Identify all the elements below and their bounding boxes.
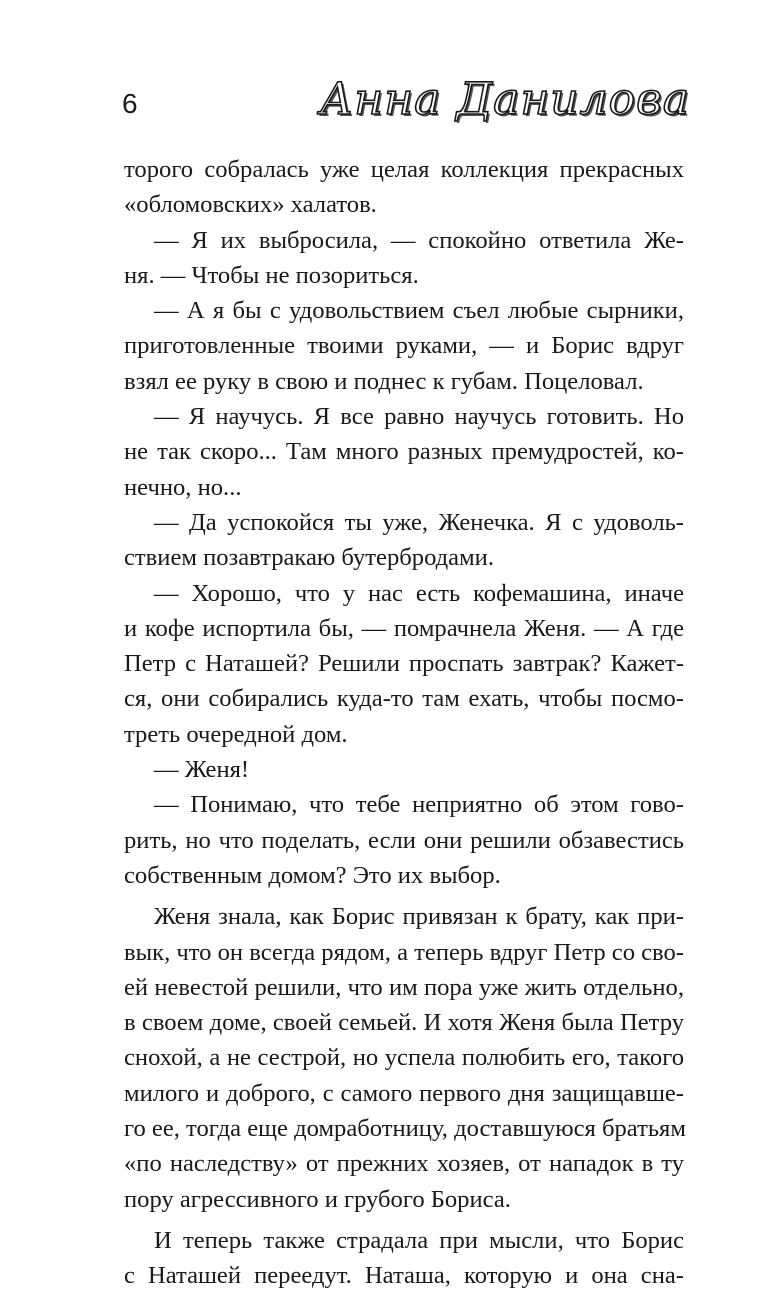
text-line: в своем доме, своей семьей. И хотя Женя была Петру [124, 1009, 684, 1037]
text-line: И теперь также страдала при мысли, что Борис [154, 1226, 684, 1254]
text-line: торого собралась уже целая коллекция прекрасных [124, 156, 684, 183]
text-line: нечно, но... [124, 473, 242, 501]
text-line: милого и доброго, с самого первого дня защищавше- [124, 1079, 684, 1107]
text-line: вык, что он всегда рядом, а теперь вдруг Петр со сво- [124, 938, 684, 966]
text-line: взял ее руку в свою и поднес к губам. Поцеловал. [124, 367, 644, 395]
text-line: — Хорошо, что у нас есть кофемашина, иначе [154, 579, 684, 607]
text-line: Женя знала, как Борис привязан к брату, как при- [154, 903, 684, 931]
text-line: ей невестой решили, что им пора уже жить отдельно, [124, 973, 684, 1001]
author-running-head: Анна Данилова [319, 74, 690, 125]
text-line: собственным домом? Это их выбор. [124, 861, 501, 889]
text-line: приготовленные твоими руками, — и Борис вдруг [124, 332, 684, 360]
text-line: Петр с Наташей? Решили проспать завтрак? Кажет- [124, 650, 684, 678]
text-line: «обломовских» халатов. [124, 191, 377, 219]
text-line: ня. — Чтобы не позориться. [124, 261, 419, 289]
text-line: — Женя! [154, 756, 250, 784]
text-line: — А я бы с удовольствием съел любые сырники, [154, 297, 684, 325]
text-line: не так скоро... Там много разных премудростей, ко- [124, 438, 684, 466]
text-line: го ее, тогда еще домработницу, доставшуюся братьям [124, 1115, 686, 1143]
text-line: — Да успокойся ты уже, Женечка. Я с удоволь- [154, 508, 684, 536]
text-line: рить, но что поделать, если они решили обзавестись [124, 826, 684, 854]
page-number: 6 [122, 88, 138, 119]
text-line: и кофе испортила бы, — помрачнела Женя. — А где [124, 614, 684, 642]
text-line: — Понимаю, что тебе неприятно об этом гово- [154, 791, 684, 819]
text-line: с Наташей переедут. Наташа, которую и она сна- [124, 1262, 684, 1290]
text-line: снохой, а не сестрой, но успела полюбить его, такого [124, 1044, 684, 1072]
body-text [124, 152, 684, 1294]
text-line: пору агрессивного и грубого Бориса. [124, 1185, 511, 1213]
text-line: ствием позавтракаю бутербродами. [124, 544, 494, 572]
text-line: треть очередной дом. [124, 720, 348, 748]
text-line: — Я их выбросила, — спокойно ответила Же- [154, 226, 684, 254]
text-line: — Я научусь. Я все равно научусь готовить. Но [154, 403, 684, 431]
text-line: «по наследству» от прежних хозяев, от нападок в ту [124, 1150, 684, 1178]
text-line: ся, они собирались куда-то там ехать, чтобы посмо- [124, 685, 684, 713]
